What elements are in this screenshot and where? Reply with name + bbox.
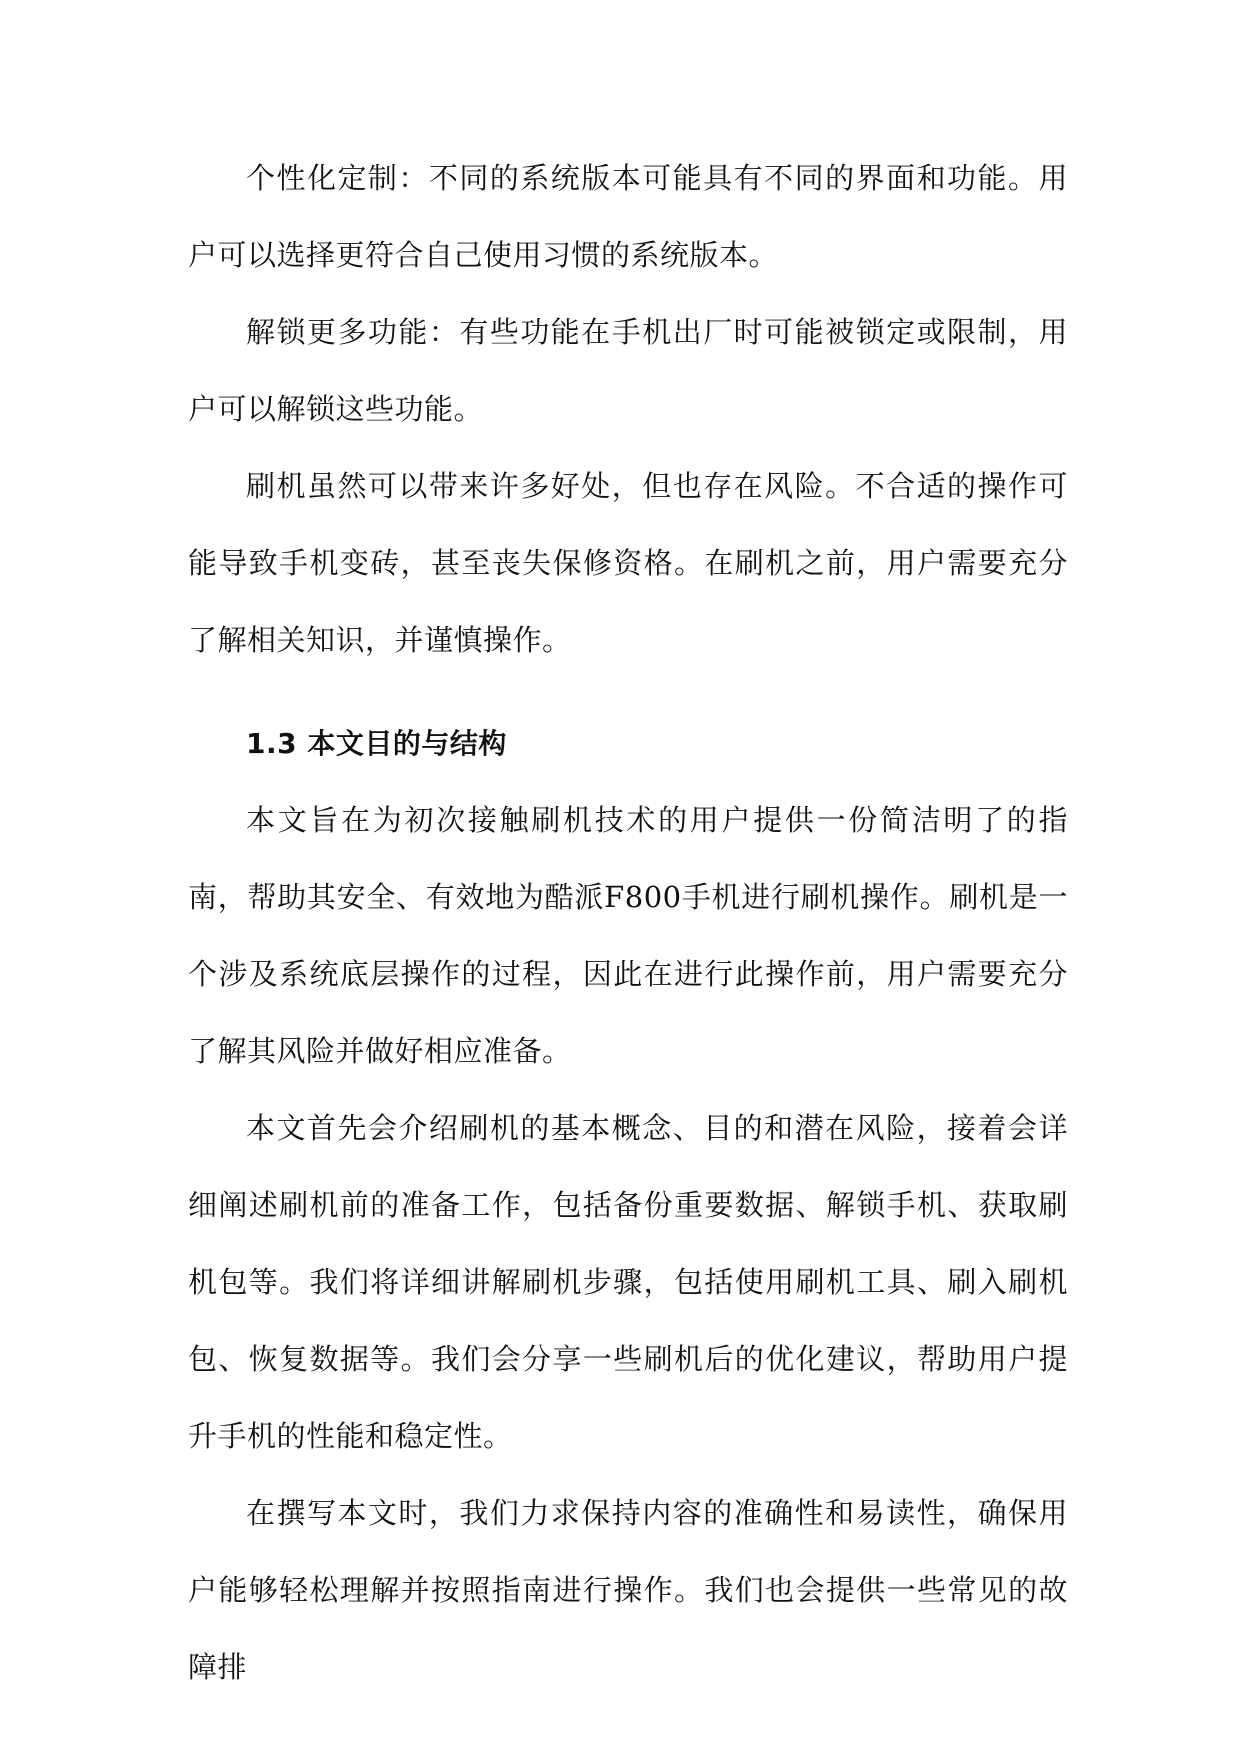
paragraph-flash-risks: 刷机虽然可以带来许多好处，但也存在风险。不合适的操作可能导致手机变砖，甚至丧失保修资格。在刷机之前，用户需要充分了解相关知识，并谨慎操作。: [188, 469, 1068, 657]
paragraph-writing-goals: 在撰写本文时，我们力求保持内容的准确性和易读性，确保用户能够轻松理解并按照指南进行操作。我们也会提供一些常见的故障排: [188, 1496, 1068, 1684]
paragraph-customization: 个性化定制：不同的系统版本可能具有不同的界面和功能。用户可以选择更符合自己使用习惯的系统版本。: [188, 161, 1068, 272]
paragraph-structure: 本文首先会介绍刷机的基本概念、目的和潜在风险，接着会详细阐述刷机前的准备工作，包括备份重要数据、解锁手机、获取刷机包等。我们将详细讲解刷机步骤，包括使用刷机工具、刷入刷机包、恢复数据等。我们会分享一些刷机后的优化建议，帮助用户提升手机的性能和稳定性。: [188, 1111, 1068, 1453]
paragraph-unlock-features: 解锁更多功能：有些功能在手机出厂时可能被锁定或限制，用户可以解锁这些功能。: [188, 315, 1068, 426]
document-body: [188, 140, 1068, 1706]
paragraph-purpose: 本文旨在为初次接触刷机技术的用户提供一份简洁明了的指南，帮助其安全、有效地为酷派F800手机进行刷机操作。刷机是一个涉及系统底层操作的过程，因此在进行此操作前，用户需要充分了解其风险并做好相应准备。: [188, 803, 1068, 1068]
section-heading: 1.3 本文目的与结构: [246, 727, 507, 760]
